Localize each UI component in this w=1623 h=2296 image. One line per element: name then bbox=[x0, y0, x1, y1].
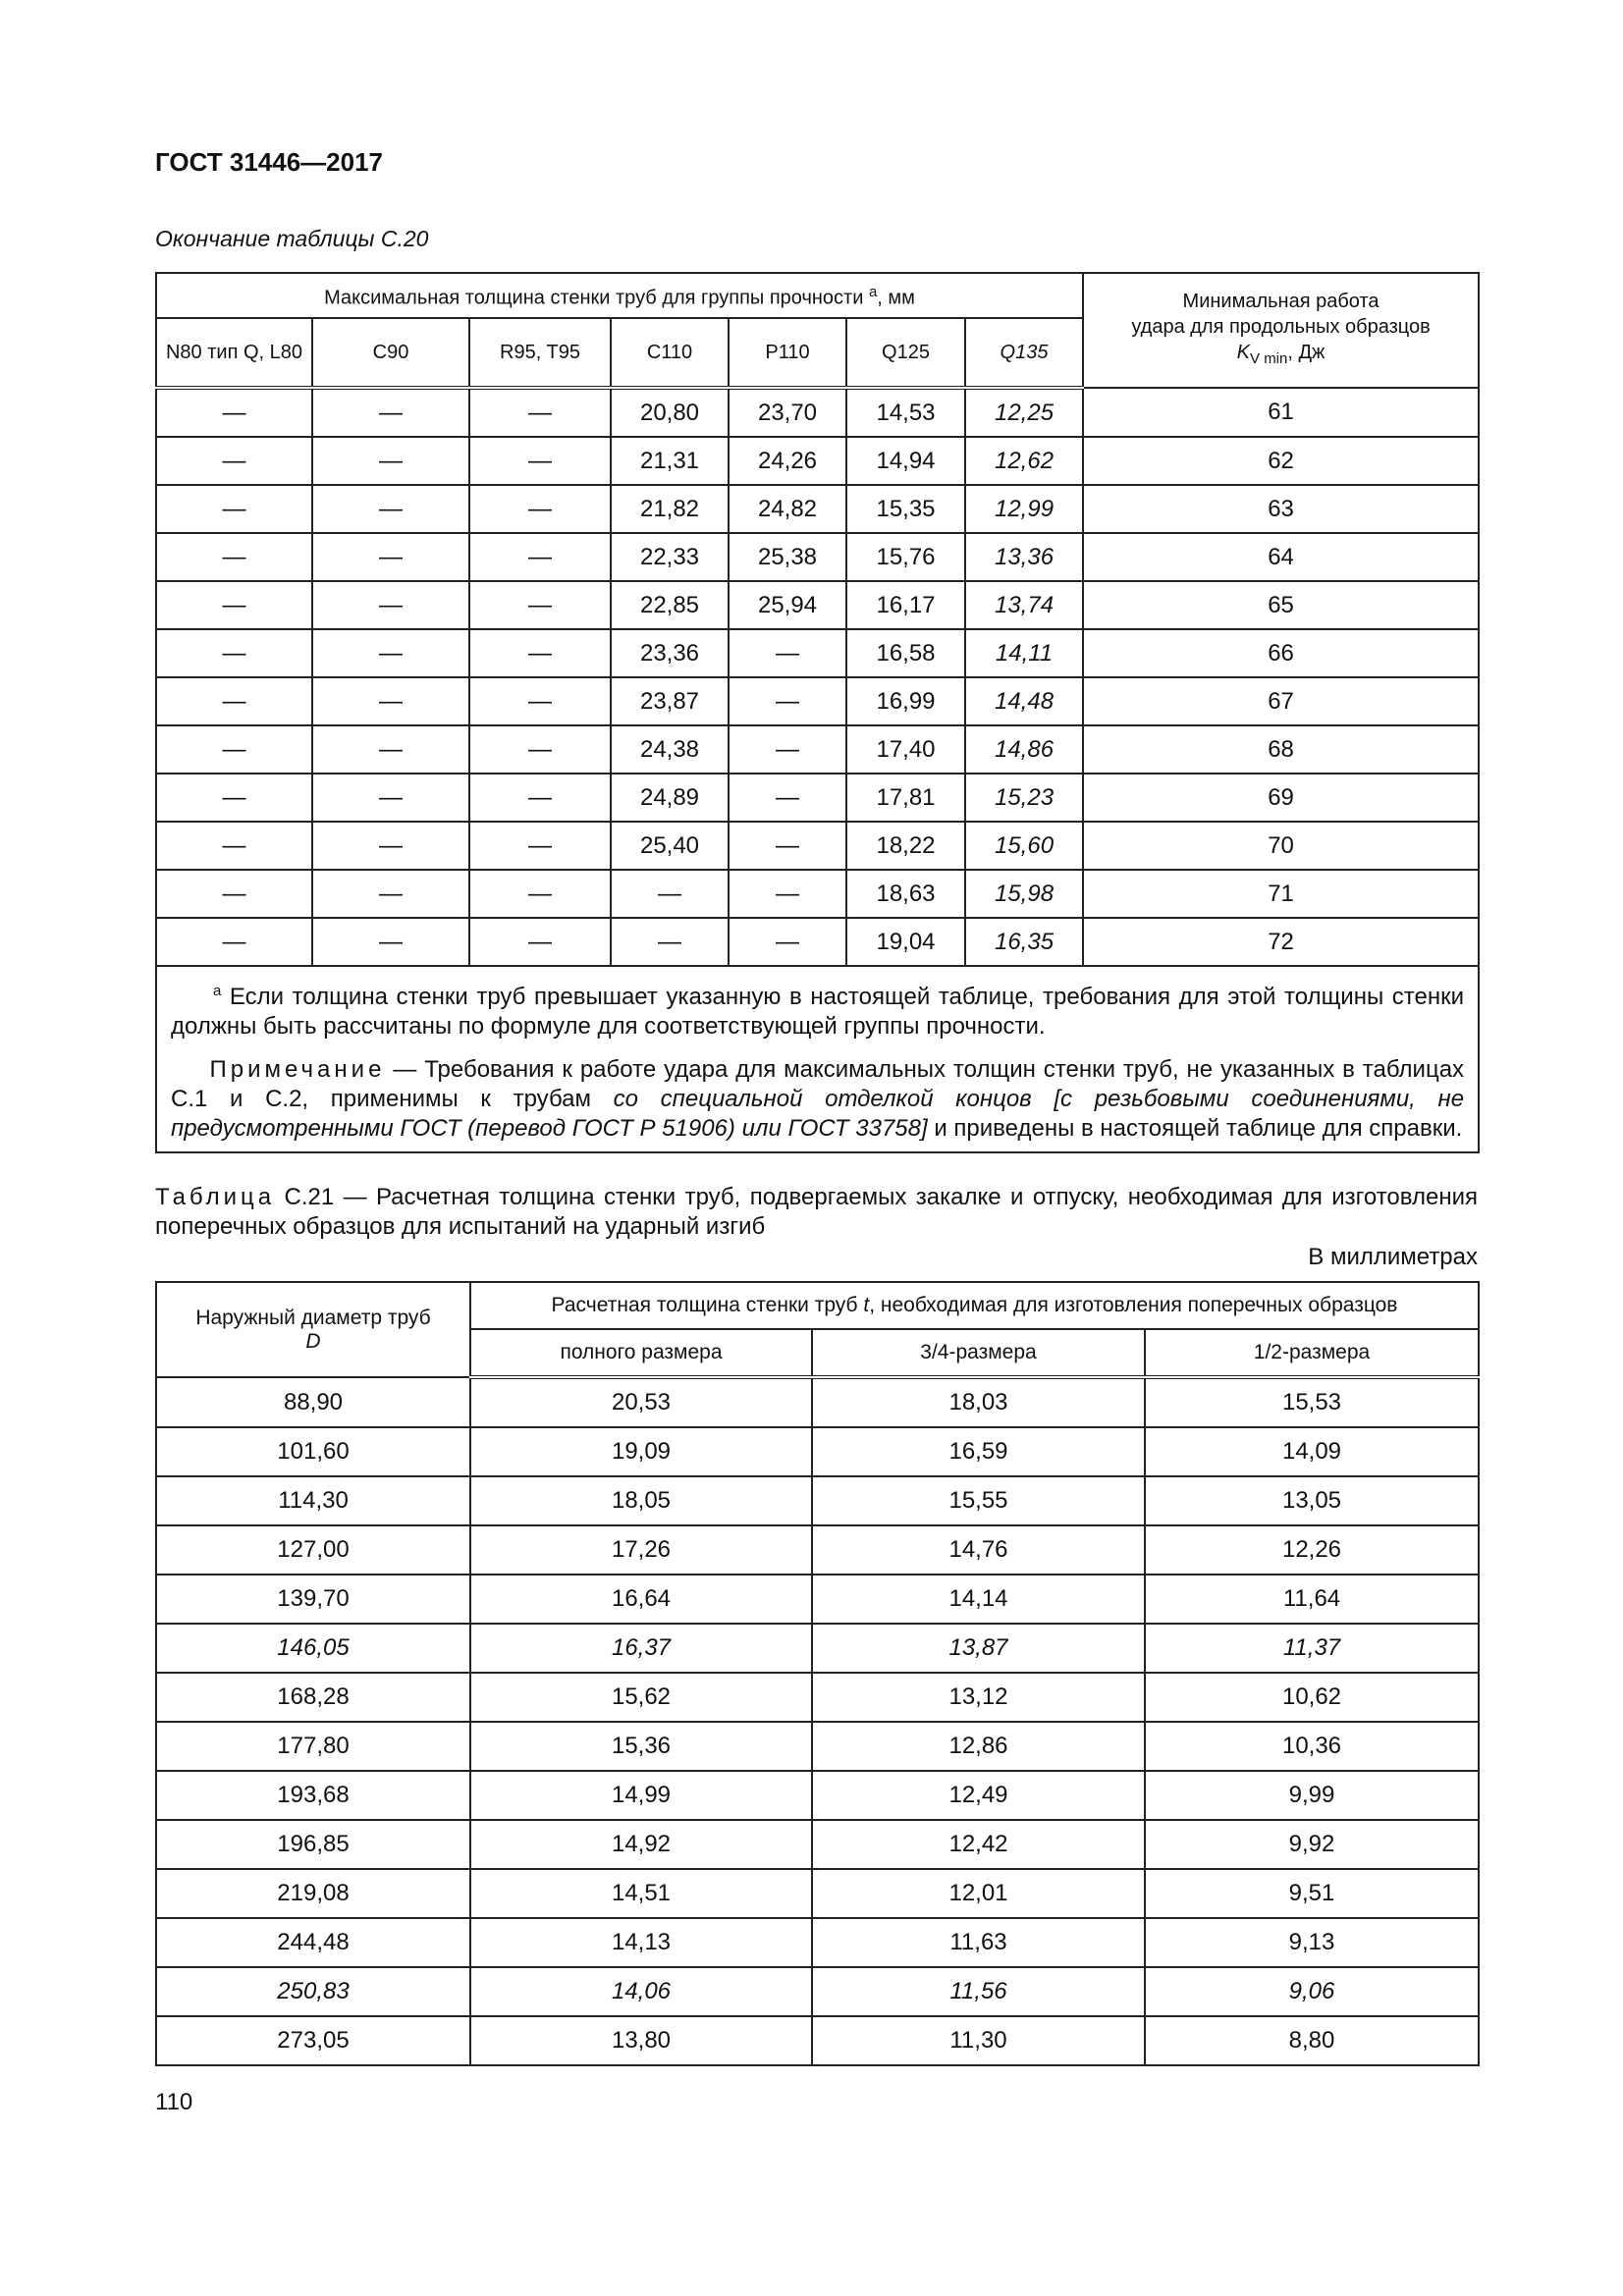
table-cell: 146,05 bbox=[156, 1624, 470, 1673]
table-cell: 9,13 bbox=[1145, 1918, 1479, 1967]
table-cell: — bbox=[469, 437, 611, 485]
table-row bbox=[156, 1525, 1479, 1575]
group-header-part1: Расчетная толщина стенки труб bbox=[551, 1294, 864, 1316]
units-label: В миллиметрах bbox=[1308, 1244, 1478, 1270]
table-row bbox=[156, 581, 1479, 629]
table-cell: 22,33 bbox=[611, 533, 729, 581]
table-c20 bbox=[155, 272, 1480, 1153]
table-c20-notes bbox=[156, 966, 1479, 1152]
table-cell: 15,53 bbox=[1145, 1377, 1479, 1427]
group-header bbox=[156, 273, 1083, 318]
table-cell: 24,89 bbox=[611, 774, 729, 822]
table-cell: — bbox=[312, 629, 469, 677]
table-cell: 18,05 bbox=[470, 1476, 812, 1525]
table-c21-caption bbox=[155, 1183, 1478, 1242]
table-cell: 15,36 bbox=[470, 1722, 812, 1771]
table-cell: — bbox=[469, 725, 611, 774]
table-row bbox=[156, 1722, 1479, 1771]
min-work-line2: удара для продольных образцов bbox=[1131, 316, 1431, 338]
table-cell: 23,70 bbox=[729, 388, 846, 437]
table-cell: 12,26 bbox=[1145, 1525, 1479, 1575]
table-cell: — bbox=[312, 822, 469, 870]
table-cell: 114,30 bbox=[156, 1476, 470, 1525]
note bbox=[171, 1055, 1464, 1144]
table-cell: 24,82 bbox=[729, 485, 846, 533]
table-cell: 14,94 bbox=[846, 437, 965, 485]
table-cell: — bbox=[312, 725, 469, 774]
table-cell: — bbox=[312, 677, 469, 725]
table-cell: — bbox=[156, 677, 312, 725]
table-cell: — bbox=[156, 437, 312, 485]
table-cell: 11,37 bbox=[1145, 1624, 1479, 1673]
col-diameter-header bbox=[156, 1282, 470, 1377]
table-cell: 8,80 bbox=[1145, 2016, 1479, 2065]
table-cell: 20,53 bbox=[470, 1377, 812, 1427]
footnote bbox=[171, 977, 1464, 1041]
table-cell: 17,40 bbox=[846, 725, 965, 774]
table-cell: 193,68 bbox=[156, 1771, 470, 1820]
note-text-1: — Требования к работе удара для максимальных толщин стенки труб, не указанных в таблицах С.1 и С.2, применимы к трубам bbox=[171, 1056, 1465, 1112]
table-cell: — bbox=[156, 388, 312, 437]
table-cell: 15,76 bbox=[846, 533, 965, 581]
table-cell: 9,51 bbox=[1145, 1869, 1479, 1918]
table-cell: — bbox=[469, 870, 611, 918]
table-cell: — bbox=[156, 533, 312, 581]
table-cell: 15,23 bbox=[965, 774, 1083, 822]
group-header-part2: , необходимая для изготовления поперечных образцов bbox=[869, 1294, 1398, 1316]
table-cell: 15,62 bbox=[470, 1673, 812, 1722]
table-cell: 18,63 bbox=[846, 870, 965, 918]
table-cell: 20,80 bbox=[611, 388, 729, 437]
col-diameter-line1: Наружный диаметр труб bbox=[195, 1306, 431, 1329]
table-cell: 16,59 bbox=[812, 1427, 1145, 1476]
table-cell: — bbox=[312, 581, 469, 629]
col-header: P110 bbox=[729, 318, 846, 388]
table-cell: 17,81 bbox=[846, 774, 965, 822]
table-row bbox=[156, 437, 1479, 485]
footnote-sup: а bbox=[868, 284, 878, 301]
table-row bbox=[156, 533, 1479, 581]
footnote-text: Если толщина стенки труб превышает указанную в настоящей таблице, требования для этой толщины стенки должны быть рассчитаны по формуле для соответствующей группы прочности. bbox=[171, 984, 1465, 1040]
table-cell: — bbox=[156, 870, 312, 918]
col-header: C90 bbox=[312, 318, 469, 388]
table-cell: 65 bbox=[1083, 581, 1479, 629]
table-cell: 14,06 bbox=[470, 1967, 812, 2016]
table-row bbox=[156, 485, 1479, 533]
table-cell: 16,35 bbox=[965, 918, 1083, 966]
table-cell: 14,92 bbox=[470, 1820, 812, 1869]
table-cell: 13,74 bbox=[965, 581, 1083, 629]
table-cell: 11,63 bbox=[812, 1918, 1145, 1967]
table-row bbox=[156, 1377, 1479, 1427]
table-cell: 11,56 bbox=[812, 1967, 1145, 2016]
table-cell: 12,99 bbox=[965, 485, 1083, 533]
table-cell: 14,09 bbox=[1145, 1427, 1479, 1476]
table-cell: — bbox=[469, 629, 611, 677]
table-cell: 15,60 bbox=[965, 822, 1083, 870]
table-cell: — bbox=[312, 870, 469, 918]
table-cell: 67 bbox=[1083, 677, 1479, 725]
table-cell: — bbox=[729, 677, 846, 725]
table-cell: 16,99 bbox=[846, 677, 965, 725]
group-header-unit: , мм bbox=[877, 287, 915, 309]
table-cell: — bbox=[156, 581, 312, 629]
table-cell: 64 bbox=[1083, 533, 1479, 581]
min-work-line1: Минимальная работа bbox=[1182, 291, 1380, 312]
table-cell: 61 bbox=[1083, 388, 1479, 437]
table-cell: 9,06 bbox=[1145, 1967, 1479, 2016]
table-row bbox=[156, 1771, 1479, 1820]
table-cell: 12,01 bbox=[812, 1869, 1145, 1918]
table-cell: — bbox=[611, 870, 729, 918]
table-cell: 13,36 bbox=[965, 533, 1083, 581]
table-cell: 21,31 bbox=[611, 437, 729, 485]
table-c20-body bbox=[156, 388, 1479, 966]
table-cell: — bbox=[312, 774, 469, 822]
table-c20-caption: Окончание таблицы С.20 bbox=[155, 226, 429, 251]
table-cell: 16,64 bbox=[470, 1575, 812, 1624]
table-row bbox=[156, 2016, 1479, 2065]
group-header-t: t bbox=[863, 1294, 870, 1316]
table-cell: 14,11 bbox=[965, 629, 1083, 677]
table-row bbox=[156, 388, 1479, 437]
subcol-header: 1/2-размера bbox=[1145, 1329, 1479, 1377]
table-cell: 18,03 bbox=[812, 1377, 1145, 1427]
table-cell: 68 bbox=[1083, 725, 1479, 774]
subcol-header: 3/4-размера bbox=[812, 1329, 1145, 1377]
table-cell: 62 bbox=[1083, 437, 1479, 485]
col-header: C110 bbox=[611, 318, 729, 388]
table-cell: 23,36 bbox=[611, 629, 729, 677]
table-cell: 14,48 bbox=[965, 677, 1083, 725]
table-cell: 24,38 bbox=[611, 725, 729, 774]
table-cell: 10,36 bbox=[1145, 1722, 1479, 1771]
table-cell: — bbox=[729, 725, 846, 774]
table-cell: — bbox=[312, 485, 469, 533]
group-header-text: Максимальная толщина стенки труб для группы прочности bbox=[324, 287, 864, 309]
table-cell: 70 bbox=[1083, 822, 1479, 870]
document-header: ГОСТ 31446—2017 bbox=[155, 147, 383, 177]
table-cell: 14,13 bbox=[470, 1918, 812, 1967]
table-cell: 13,12 bbox=[812, 1673, 1145, 1722]
table-row bbox=[156, 1427, 1479, 1476]
table-cell: 12,42 bbox=[812, 1820, 1145, 1869]
table-cell: — bbox=[611, 918, 729, 966]
table-cell: 12,62 bbox=[965, 437, 1083, 485]
group-header bbox=[470, 1282, 1479, 1329]
note-label: Примечание bbox=[209, 1056, 386, 1083]
min-work-line3 bbox=[1084, 340, 1478, 372]
min-work-k: K bbox=[1236, 342, 1251, 363]
table-cell: 69 bbox=[1083, 774, 1479, 822]
table-row bbox=[156, 1918, 1479, 1967]
table-cell: 9,92 bbox=[1145, 1820, 1479, 1869]
table-row bbox=[156, 1476, 1479, 1525]
table-cell: — bbox=[469, 485, 611, 533]
table-cell: 13,87 bbox=[812, 1624, 1145, 1673]
table-cell: 168,28 bbox=[156, 1673, 470, 1722]
table-row bbox=[156, 1624, 1479, 1673]
table-cell: 25,40 bbox=[611, 822, 729, 870]
table-cell: 14,86 bbox=[965, 725, 1083, 774]
table-cell: 18,22 bbox=[846, 822, 965, 870]
table-row bbox=[156, 725, 1479, 774]
table-cell: 24,26 bbox=[729, 437, 846, 485]
table-cell: — bbox=[469, 677, 611, 725]
table-cell: — bbox=[156, 774, 312, 822]
table-cell: 273,05 bbox=[156, 2016, 470, 2065]
table-cell: 15,98 bbox=[965, 870, 1083, 918]
table-cell: 250,83 bbox=[156, 1967, 470, 2016]
table-cell: 16,17 bbox=[846, 581, 965, 629]
table-cell: 22,85 bbox=[611, 581, 729, 629]
col-diameter-line2: D bbox=[305, 1329, 321, 1353]
table-cell: 72 bbox=[1083, 918, 1479, 966]
table-cell: 10,62 bbox=[1145, 1673, 1479, 1722]
table-cell: — bbox=[156, 485, 312, 533]
table-c21 bbox=[155, 1281, 1480, 2066]
table-cell: — bbox=[312, 437, 469, 485]
table-cell: 9,99 bbox=[1145, 1771, 1479, 1820]
table-cell: 21,82 bbox=[611, 485, 729, 533]
table-cell: — bbox=[469, 388, 611, 437]
table-row bbox=[156, 822, 1479, 870]
table-cell: 127,00 bbox=[156, 1525, 470, 1575]
table-cell: — bbox=[469, 581, 611, 629]
table-cell: 12,49 bbox=[812, 1771, 1145, 1820]
table-cell: 11,30 bbox=[812, 2016, 1145, 2065]
col-header: N80 тип Q, L80 bbox=[156, 318, 312, 388]
table-c21-caption-text: С.21 — Расчетная толщина стенки труб, подвергаемых закалке и отпуску, необходимая для изготовления поперечных образцов для испытаний на ударный изгиб bbox=[155, 1184, 1478, 1240]
note-text-italic: со специальной отделкой концов [с резьбовыми соединениями, не предусмотренными ГОСТ (перевод ГОСТ Р 51906) или ГОСТ 33758] bbox=[171, 1086, 1465, 1142]
table-row bbox=[156, 677, 1479, 725]
table-row bbox=[156, 1673, 1479, 1722]
table-row bbox=[156, 774, 1479, 822]
table-row bbox=[156, 1820, 1479, 1869]
table-cell: — bbox=[729, 918, 846, 966]
table-cell: 11,64 bbox=[1145, 1575, 1479, 1624]
table-cell: — bbox=[729, 870, 846, 918]
table-cell: 71 bbox=[1083, 870, 1479, 918]
table-cell: 13,80 bbox=[470, 2016, 812, 2065]
table-cell: — bbox=[156, 725, 312, 774]
col-header: Q125 bbox=[846, 318, 965, 388]
table-cell: 13,05 bbox=[1145, 1476, 1479, 1525]
table-row bbox=[156, 918, 1479, 966]
table-cell: — bbox=[312, 388, 469, 437]
table-cell: 15,35 bbox=[846, 485, 965, 533]
min-work-header bbox=[1083, 273, 1479, 388]
table-cell: 177,80 bbox=[156, 1722, 470, 1771]
table-cell: 14,51 bbox=[470, 1869, 812, 1918]
table-cell: 14,53 bbox=[846, 388, 965, 437]
table-cell: — bbox=[469, 533, 611, 581]
page-number: 110 bbox=[155, 2089, 193, 2115]
table-cell: 16,58 bbox=[846, 629, 965, 677]
table-cell: 25,94 bbox=[729, 581, 846, 629]
subcol-header: полного размера bbox=[470, 1329, 812, 1377]
table-cell: 14,14 bbox=[812, 1575, 1145, 1624]
table-cell: 14,99 bbox=[470, 1771, 812, 1820]
table-row bbox=[156, 629, 1479, 677]
table-cell: 66 bbox=[1083, 629, 1479, 677]
footnote-mark: а bbox=[212, 983, 222, 999]
table-cell: 101,60 bbox=[156, 1427, 470, 1476]
table-cell: — bbox=[729, 629, 846, 677]
table-cell: 139,70 bbox=[156, 1575, 470, 1624]
min-work-sub: V min bbox=[1250, 350, 1288, 367]
table-cell: 16,37 bbox=[470, 1624, 812, 1673]
table-cell: — bbox=[312, 918, 469, 966]
table-cell: 88,90 bbox=[156, 1377, 470, 1427]
table-cell: 244,48 bbox=[156, 1918, 470, 1967]
table-cell: 219,08 bbox=[156, 1869, 470, 1918]
note-text-2: и приведены в настоящей таблице для справки. bbox=[927, 1115, 1463, 1142]
table-cell: 15,55 bbox=[812, 1476, 1145, 1525]
table-cell: 196,85 bbox=[156, 1820, 470, 1869]
table-row bbox=[156, 1967, 1479, 2016]
table-cell: — bbox=[156, 918, 312, 966]
table-cell: 19,09 bbox=[470, 1427, 812, 1476]
table-row bbox=[156, 1575, 1479, 1624]
table-c21-body bbox=[156, 1377, 1479, 2065]
table-cell: — bbox=[469, 774, 611, 822]
table-cell: — bbox=[729, 822, 846, 870]
table-cell: 23,87 bbox=[611, 677, 729, 725]
table-cell: — bbox=[729, 774, 846, 822]
table-row bbox=[156, 1869, 1479, 1918]
table-row bbox=[156, 870, 1479, 918]
table-cell: — bbox=[156, 629, 312, 677]
table-cell: 63 bbox=[1083, 485, 1479, 533]
col-header: Q135 bbox=[965, 318, 1083, 388]
col-header: R95, T95 bbox=[469, 318, 611, 388]
table-cell: 19,04 bbox=[846, 918, 965, 966]
table-cell: 12,86 bbox=[812, 1722, 1145, 1771]
table-cell: 25,38 bbox=[729, 533, 846, 581]
table-cell: — bbox=[469, 822, 611, 870]
table-cell: 17,26 bbox=[470, 1525, 812, 1575]
table-cell: 12,25 bbox=[965, 388, 1083, 437]
table-c21-caption-label: Таблица bbox=[155, 1184, 276, 1210]
min-work-unit: , Дж bbox=[1287, 342, 1325, 363]
table-cell: — bbox=[469, 918, 611, 966]
table-cell: — bbox=[312, 533, 469, 581]
table-cell: — bbox=[156, 822, 312, 870]
table-cell: 14,76 bbox=[812, 1525, 1145, 1575]
